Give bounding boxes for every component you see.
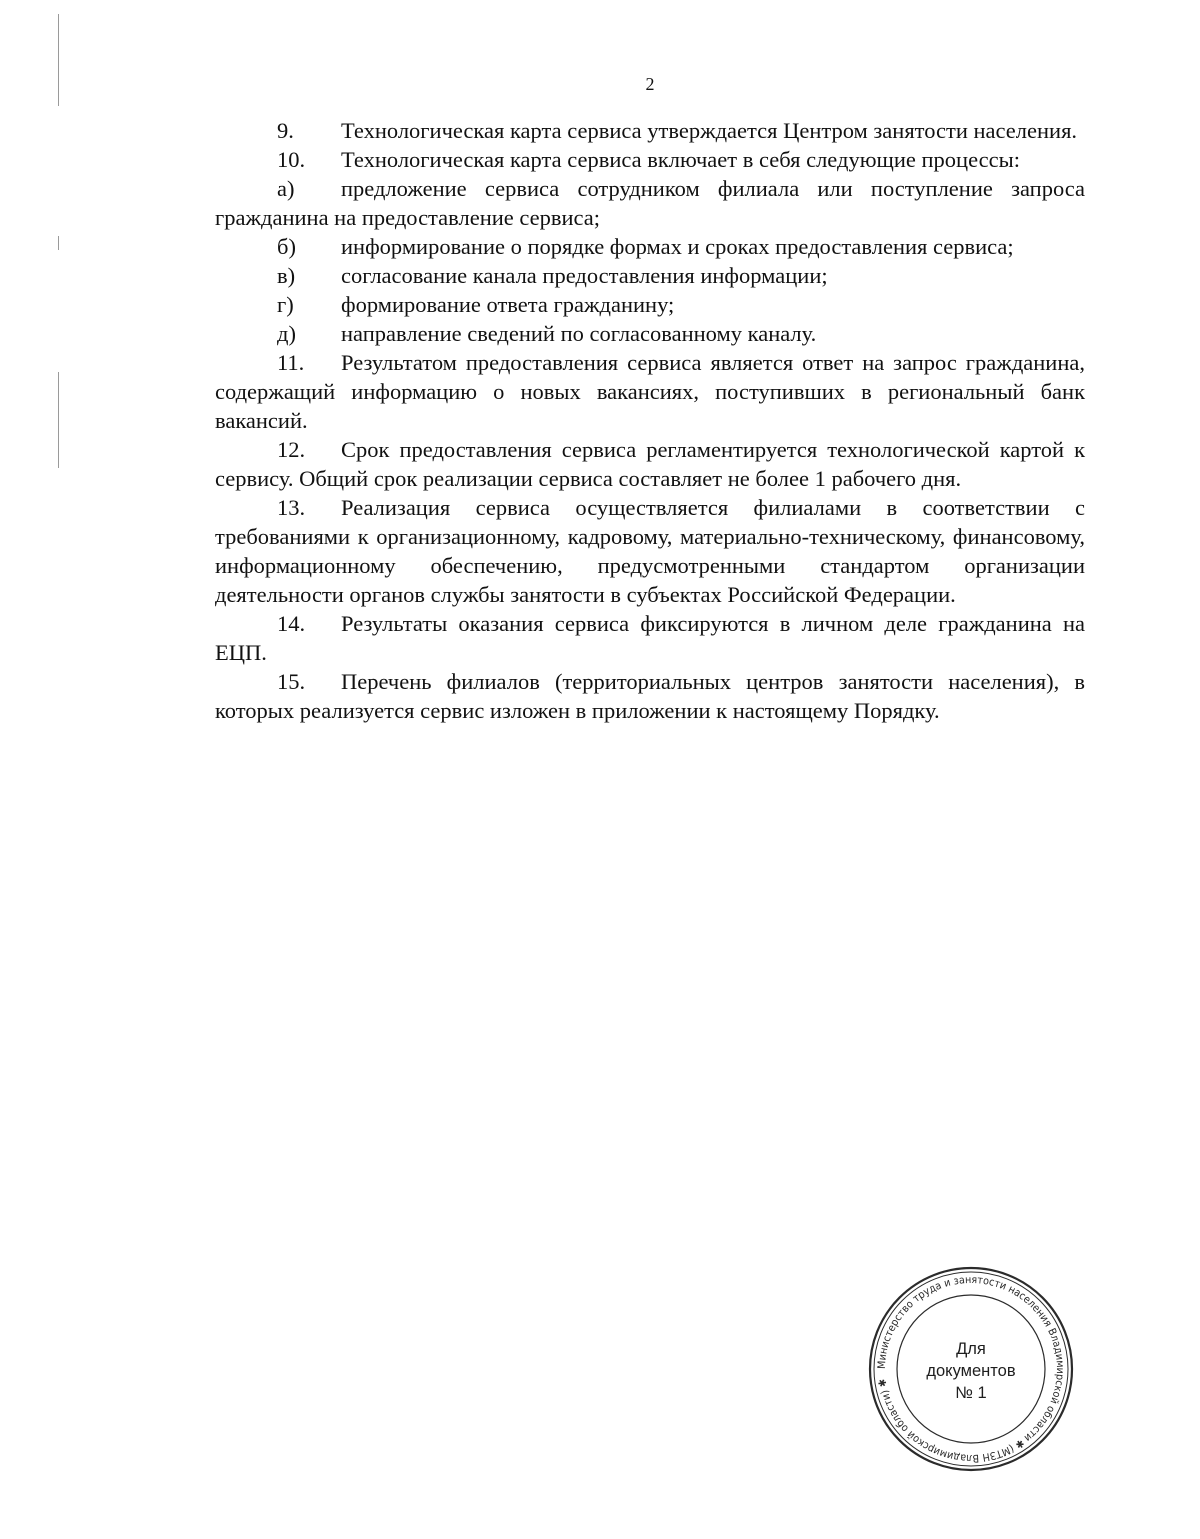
list-item-marker: д) <box>277 321 296 346</box>
stamp-ring-text-content: Министерство труда и занятости населения Владимирской области ✱ (МТЗН Владимирской области) ✱ <box>875 1273 1067 1465</box>
list-item-marker: в) <box>277 263 296 288</box>
paragraph-text: Технологическая карта сервиса включает в себя следующие процессы: <box>341 147 1020 172</box>
list-item-text: направление сведений по согласованному каналу. <box>341 321 817 346</box>
paragraph-11 <box>215 348 1085 435</box>
list-item-text: формирование ответа гражданину; <box>341 292 675 317</box>
paragraph-9 <box>215 116 1085 145</box>
paragraph-number: 11. <box>277 350 305 375</box>
list-item-b <box>215 232 1085 261</box>
paragraph-number: 13. <box>277 495 306 520</box>
paragraph-14 <box>215 609 1085 667</box>
paragraph-text: Реализация сервиса осуществляется филиалами в соответствии с требованиями к организационному, кадровому, материально-техническому, финансовому, информационному обеспечению, предусмотренными стандартом организации деятельности органов службы занятости в субъектах Российской Федерации. <box>215 495 1085 607</box>
list-item-marker: а) <box>277 176 295 201</box>
paragraph-15 <box>215 667 1085 725</box>
paragraph-text: Срок предоставления сервиса регламентируется технологической картой к сервису. Общий срок реализации сервиса составляет не более 1 рабочего дня. <box>215 437 1085 491</box>
paragraph-number: 14. <box>277 611 306 636</box>
stamp-center-line-1: Для <box>956 1340 986 1358</box>
paragraph-text: Технологическая карта сервиса утверждается Центром занятости населения. <box>341 118 1078 143</box>
list-item-marker: б) <box>277 234 296 259</box>
list-item-text: согласование канала предоставления информации; <box>341 263 828 288</box>
paragraph-13 <box>215 493 1085 609</box>
list-item-text: информирование о порядке формах и сроках предоставления сервиса; <box>341 234 1014 259</box>
list-item-g <box>215 290 1085 319</box>
stamp-center-line-2: документов <box>926 1362 1016 1380</box>
list-item-text: предложение сервиса сотрудником филиала или поступление запроса гражданина на предоставление сервиса; <box>215 176 1085 230</box>
paragraph-text: Результаты оказания сервиса фиксируются в личном деле гражданина на ЕЦП. <box>215 611 1085 665</box>
paragraph-number: 9. <box>277 118 294 143</box>
document-body <box>215 116 1085 725</box>
list-item-v <box>215 261 1085 290</box>
paragraph-number: 12. <box>277 437 306 462</box>
scan-edge-mark <box>58 236 59 250</box>
official-stamp <box>866 1264 1076 1474</box>
list-item-d <box>215 319 1085 348</box>
paragraph-number: 10. <box>277 147 306 172</box>
paragraph-number: 15. <box>277 669 306 694</box>
paragraph-12 <box>215 435 1085 493</box>
list-item-a <box>215 174 1085 232</box>
paragraph-text: Результатом предоставления сервиса является ответ на запрос гражданина, содержащий информацию о новых вакансиях, поступивших в региональный банк вакансий. <box>215 350 1085 433</box>
paragraph-text: Перечень филиалов (территориальных центров занятости населения), в которых реализуется сервис изложен в приложении к настоящему Порядку. <box>215 669 1085 723</box>
paragraph-10 <box>215 145 1085 174</box>
list-item-marker: г) <box>277 292 294 317</box>
stamp-center-line-3: № 1 <box>955 1384 987 1402</box>
page-number: 2 <box>645 74 655 94</box>
scan-edge-mark <box>58 372 59 468</box>
